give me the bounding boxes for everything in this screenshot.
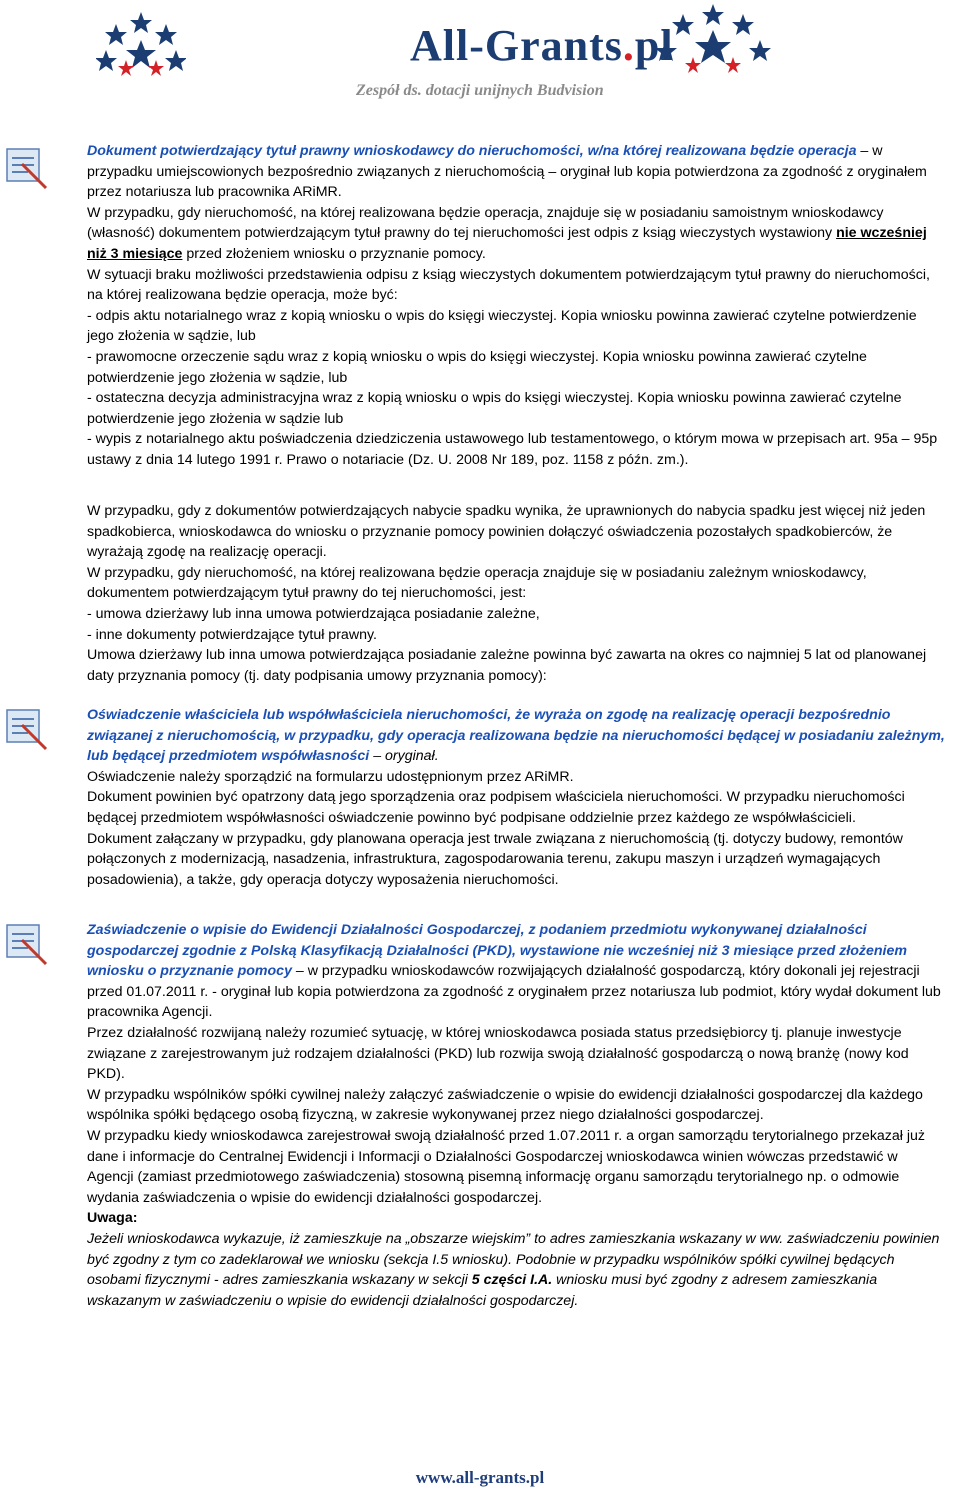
section-heading: Zaświadczenie o wpisie do Ewidencji Działalności Gospodarczej, z podaniem przedmiotu wykonywanej działalności gospodarczej zgodnie z Polską Klasyfikacją Działalności (PKD), wystawione nie wcześniej niż 3 miesiące przed złożeniem wniosku o przyznanie pomocy: [87, 922, 907, 980]
paragraph: Oświadczenie należy sporządzić na formularzu udostępnionym przez ARiMR.: [87, 768, 574, 785]
paragraph: W przypadku, gdy nieruchomość, na której realizowana będzie operacja znajduje się w posiadaniu zależnym wnioskodawcy, dokumentem potwierdzającym tytuł prawny do tej nieruchomości, jest:: [87, 564, 867, 602]
paragraph: Dokument powinien być opatrzony datą jego sporządzenia oraz podpisem właściciela nieruchomości. W przypadku nieruchomości będącej przedmiotem współwłasności oświadczenie powinno być podpisane oddzielnie przez każdego ze współwłaścicieli.: [87, 789, 905, 826]
paragraph: - umowa dzierżawy lub inna umowa potwierdzająca posiadanie zależne,: [87, 605, 540, 622]
brand-logo: All-Grants.pl: [410, 21, 674, 70]
paragraph: W przypadku kiedy wnioskodawca zarejestrował swoją działalność przed 1.07.2011 r. a organ samorządu terytorialnego przekazał już dane i informacje do Centralnej Ewidencji i Informacji o Działalności Gospodarczej wnioskodawca winien wówczas przedstawić w Agencji (zamiast przedmiotowego zaświadczenia) stosowną pisemną informację organu samorządu terytorialnego np. o odmowie wydania zaświadczenia o wpisie do ewidencji działalności gospodarczej.: [87, 1127, 926, 1206]
page-header: [0, 0, 960, 110]
paragraph: Zaświadczenie o wpisie do Ewidencji Działalności Gospodarczej, z podaniem przedmiotu wykonywanej działalności gospodarczej zgodnie z Polską Klasyfikacją Działalności (PKD), wystawione nie wcześniej niż 3 miesiące przed złożeniem wniosku o przyznanie pomocy – w przypadku wnioskodawców rozwijających działalność gospodarczą, który dokonali jej rejestracji przed 01.07.2011 r. - oryginał lub kopia potwierdzona za zgodność z oryginałem przez notariusza lub podmiot, który wydał dokument lub pracownika Agencji.: [87, 922, 941, 1021]
paragraph: Dokument załączany w przypadku, gdy planowana operacja jest trwale związana z nieruchomością (tj. dotyczy budowy, remontów połączonych z modernizacją, nasadzenia, infrastruktura, zagospodarowania terenu, zakupu maszyn i urządzeń wymagających posadowienia), a także, gdy operacja dotyczy wyposażenia nieruchomości.: [87, 830, 903, 888]
paragraph: Oświadczenie właściciela lub współwłaściciela nieruchomości, że wyraża on zgodę na realizację operacji bezpośrednio związanej z nieruchomością, w przypadku, gdy operacja realizowana będzie na nieruchomości będącej w posiadaniu zależnym, lub będącej przedmiotem współwłasności – oryginał.: [87, 707, 945, 765]
paragraph: - ostateczna decyzja administracyjna wraz z kopią wniosku o wpis do księgi wieczystej. Kopia wniosku powinna zawierać czytelne potwierdzenie jego złożenia w sądzie lub: [87, 390, 902, 427]
eu-stars-logo-left: [96, 10, 186, 88]
paragraph: Dokument potwierdzający tytuł prawny wnioskodawcy do nieruchomości, w/na której realizowana będzie operacja – w przypadku umiejscowionych bezpośrednio związanych z nieruchomością – oryginał lub kopia potwierdzona za zgodność z oryginałem przez notariusza lub pracownika ARiMR.: [87, 143, 927, 201]
paragraph: - odpis aktu notarialnego wraz z kopią wniosku o wpis do księgi wieczystej. Kopia wniosku powinna zawierać czytelne potwierdzenie jego złożenia w sądzie, lub: [87, 307, 917, 345]
document-icon: [4, 922, 50, 968]
paragraph: W sytuacji braku możliwości przedstawienia odpisu z ksiąg wieczystych dokumentem potwierdzającym tytuł prawny do nieruchomości, na której realizowana będzie operacja, może być:: [87, 266, 930, 304]
paragraph: W przypadku wspólników spółki cywilnej należy załączyć zaświadczenie o wpisie do ewidencji działalności gospodarczej dla każdego wspólnika spółki będącego osobą fizyczną, w zakresie wykonywanej przez niego działalności gospodarczej.: [87, 1086, 923, 1124]
paragraph: W przypadku, gdy nieruchomość, na której realizowana będzie operacja, znajduje się w posiadaniu samoistnym wnioskodawcy (własność) dokumentem potwierdzającym tytuł prawny do tej nieruchomości jest odpis z ksiąg wieczystych wystawiony nie wcześniej niż 3 miesiące przed złożeniem wniosku o przyznanie pomocy.: [87, 204, 927, 262]
section-owner-statement: [87, 705, 945, 890]
document-icon: [4, 146, 50, 192]
paragraph: - wypis z notarialnego aktu poświadczenia dziedziczenia ustawowego lub testamentowego, o którym mowa w przepisach art. 95a – 95p ustawy z dnia 14 lutego 1991 r. Prawo o notariacie (Dz. U. 2008 Nr 189, poz. 1158 z późn. zm.).: [87, 431, 938, 468]
paragraph: - inne dokumenty potwierdzające tytuł prawny.: [87, 626, 377, 643]
section-business-register: [87, 920, 945, 1311]
section-heading: Dokument potwierdzający tytuł prawny wnioskodawcy do nieruchomości, w/na której realizowana będzie operacja: [87, 143, 857, 159]
note-text: Jeżeli wnioskodawca wykazuje, iż zamieszkuje na „obszarze wiejskim” to adres zamieszkania wskazany w ww. zaświadczeniu powinien być zgodny z tym co zadeklarował we wniosku (sekcja I.5 wniosku). Podobnie w przypadku wspólników spółki cywilnej będących osobami fizycznymi - adres zamieszkania wskazany w sekcji 5 części I.A. wniosku musi być zgodny z adresem zamieszkania wskazanym w zaświadczeniu o wpisie do ewidencji działalności gospodarczej.: [87, 1230, 940, 1309]
note-label: Uwaga:: [87, 1210, 138, 1227]
footer-url: www.all-grants.pl: [415, 1468, 545, 1487]
paragraph: W przypadku, gdy z dokumentów potwierdzających nabycie spadku wynika, że uprawnionych do nabycia spadku jest więcej niż jeden spadkobierca, wnioskodawca do wniosku o przyznanie pomocy powinien dołączyć oświadczenia pozostałych spadkobierców, że wyrażają zgodę na realizację operacji.: [87, 503, 926, 561]
section-heading: Oświadczenie właściciela lub współwłaściciela nieruchomości, że wyraża on zgodę na realizację operacji bezpośrednio związanej z nieruchomością, w przypadku, gdy operacja realizowana będzie na nieruchomości będącej w posiadaniu zależnym, lub będącej przedmiotem współwłasności: [87, 707, 945, 765]
paragraph: Umowa dzierżawy lub inna umowa potwierdzająca posiadanie zależne powinna być zawarta na okres co najmniej 5 lat od planowanej daty przyznania pomocy (tj. daty podpisania umowy przyznania pomocy):: [87, 647, 927, 684]
brand-tagline: Zespół ds. dotacji unijnych Budvision: [356, 82, 604, 99]
paragraph: Przez działalność rozwijaną należy rozumieć sytuację, w której wnioskodawca posiada status przedsiębiorcy tj. planuje inwestycje związane z zarejestrowanym już rodzajem działalności (PKD) lub rozwija swoją działalność gospodarczą o nową branżę (nowy kod PKD).: [87, 1024, 909, 1083]
section-property-title: [87, 141, 945, 471]
section-inheritance: [87, 501, 945, 686]
document-icon: [4, 707, 50, 753]
paragraph: - prawomocne orzeczenie sądu wraz z kopią wniosku o wpis do księgi wieczystej. Kopia wniosku powinna zawierać czytelne potwierdzenie jego złożenia w sądzie, lub: [87, 348, 867, 386]
